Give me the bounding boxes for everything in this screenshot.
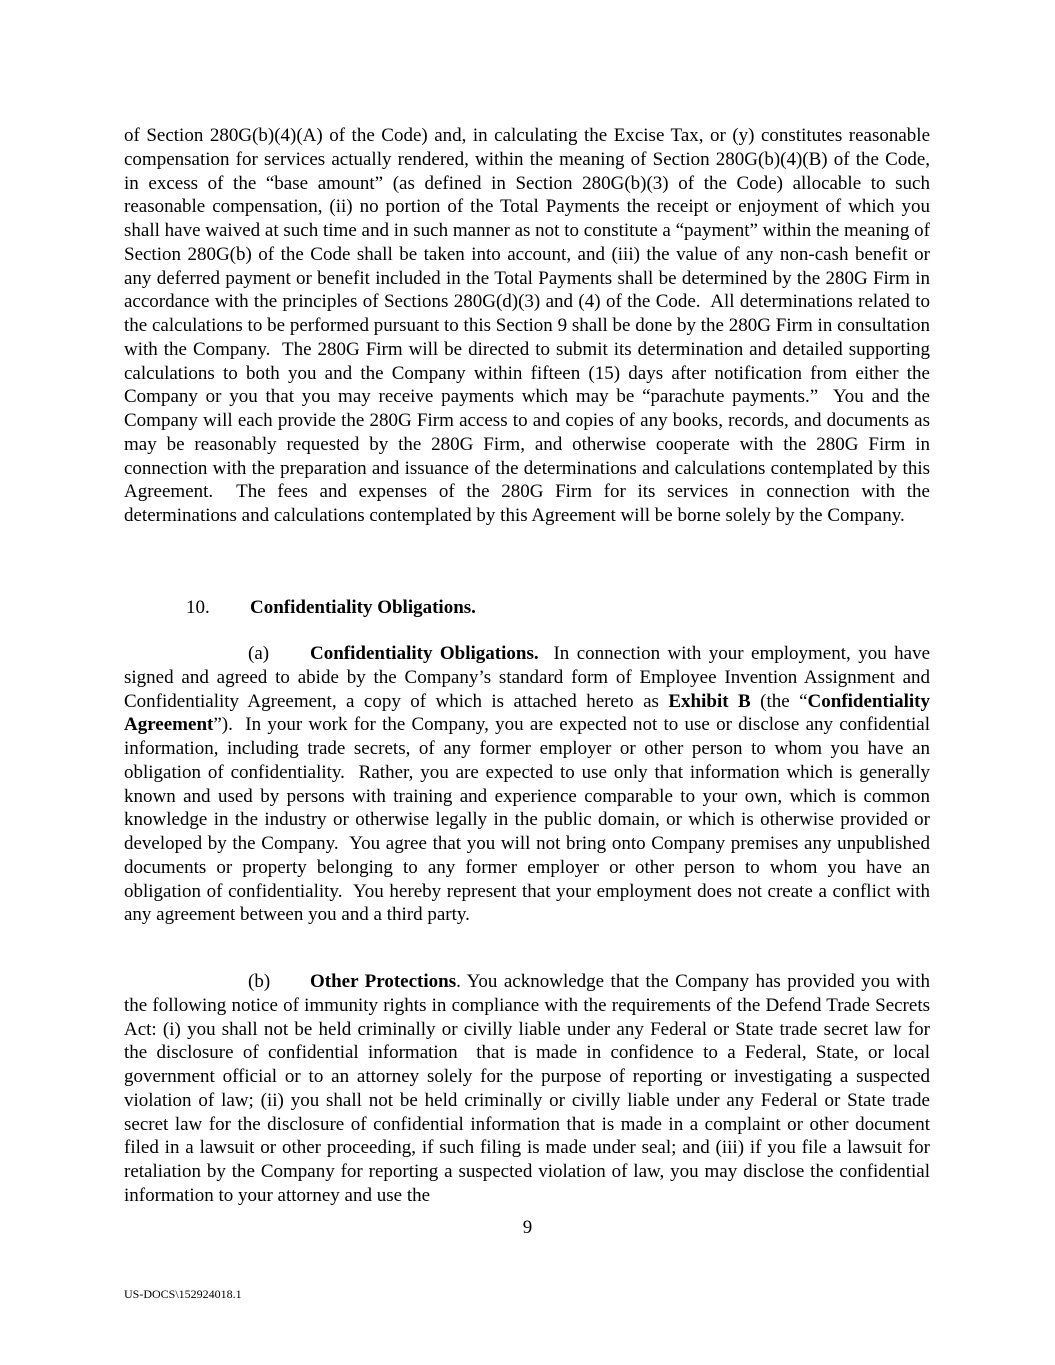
subsection-a-text: In connection with your employment, you have signed and agreed to abide by the Company’s standard form of Employee Invention Assignment and Confidentiality Agreement, a copy of which is attached hereto as: [124, 643, 930, 712]
section-number: 10.: [186, 597, 210, 618]
exhibit-reference: Exhibit B: [668, 690, 751, 712]
subsection-b-label: (b): [248, 971, 271, 992]
subsection-b-text: . You acknowledge that the Company has provided you with the following notice of immunity rights in compliance with the requirements of the Defend Trade Secrets Act: (i) you shall not be held criminally or civilly liable under any Federal or State trade secret law for the disclosure of confidential information that is made in confidence to a Federal, State, or local government official or to an attorney solely for the purpose of reporting or investigating a suspected violation of law; (ii) you shall not be held criminally or civilly liable under any Federal or State trade secret law for the disclosure of confidential information that is made in a complaint or other document filed in a lawsuit or other proceeding, if such filing is made under seal; and (iii) if you file a lawsuit for retaliation by the Company for reporting a suspected violation of law, you may disclose the confidential information to your attorney and use the: [124, 971, 930, 1206]
subsection-a-paragraph: [124, 642, 930, 927]
subsection-a-label: (a): [248, 643, 270, 664]
document-id-footer: US-DOCS\152924018.1: [124, 1287, 242, 1301]
subsection-b-heading: Other Protections: [310, 971, 457, 992]
subsection-a-heading: Confidentiality Obligations.: [310, 643, 539, 664]
subsection-b-paragraph: [124, 970, 930, 1208]
defined-term: Confidentiality Agreement: [124, 690, 930, 736]
continuation-paragraph: of Section 280G(b)(4)(A) of the Code) and, in calculating the Excise Tax, or (y) constitutes reasonable compensation for services actually rendered, within the meaning of Section 280G(b)(4)(B) of the Code, in excess of the “base amount” (as defined in Section 280G(b)(3) of the Code) allocable to such reasonable compensation, (ii) no portion of the Total Payments the receipt or enjoyment of which you shall have waived at such time and in such manner as not to constitute a “payment” within the meaning of Section 280G(b) of the Code shall be taken into account, and (iii) the value of any non-cash benefit or any deferred payment or benefit included in the Total Payments shall be determined by the 280G Firm in accordance with the principles of Sections 280G(d)(3) and (4) of the Code. All determinations related to the calculations to be performed pursuant to this Section 9 shall be done by the 280G Firm in consultation with the Company. The 280G Firm will be directed to submit its determination and detailed supporting calculations to both you and the Company within fifteen (15) days after notification from either the Company or you that you may receive payments which may be “parachute payments.” You and the Company will each provide the 280G Firm access to and copies of any books, records, and documents as may be reasonably requested by the 280G Firm, and otherwise cooperate with the 280G Firm in connection with the preparation and issuance of the determinations and calculations contemplated by this Agreement. The fees and expenses of the 280G Firm for its services in connection with the determinations and calculations contemplated by this Agreement will be borne solely by the Company.: [124, 125, 930, 526]
subsection-a-text-2: (the “: [750, 690, 808, 712]
section-10-heading: [124, 596, 930, 620]
subsection-a-text-3: ”). In your work for the Company, you are expected not to use or disclose any confidential information, including trade secrets, of any former employer or other person to whom you have an obligation of confidentiality. Rather, you are expected to use only that information which is generally known and used by persons with training and experience comparable to your own, which is common knowledge in the industry or otherwise legally in the public domain, or which is otherwise provided or developed by the Company. You agree that you will not bring onto Company premises any unpublished documents or property belonging to any former employer or other person to whom you have an obligation of confidentiality. You hereby represent that your employment does not create a conflict with any agreement between you and a third party.: [124, 714, 930, 926]
page-number: 9: [522, 1217, 533, 1238]
section-title: Confidentiality Obligations.: [250, 597, 476, 618]
